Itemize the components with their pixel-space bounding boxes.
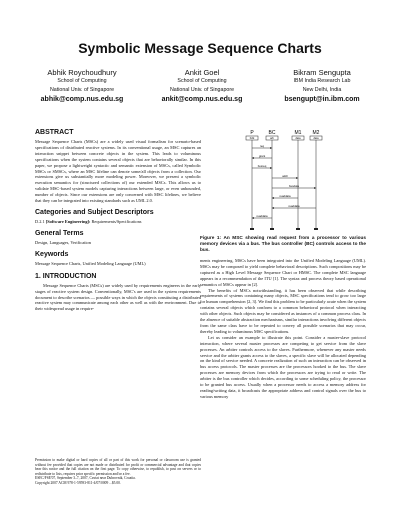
keywords-text: Message Sequence Charts, Unified Modeling Language (UML) bbox=[35, 260, 146, 266]
author-email: bsengupt@in.ibm.com bbox=[284, 96, 360, 103]
categories-code: D.2.1 bbox=[35, 218, 45, 224]
author-name: Ankit Goel bbox=[184, 68, 220, 77]
message-arrowhead bbox=[270, 147, 272, 149]
author-affiliation-2: New Delhi, India bbox=[302, 87, 342, 93]
author-affiliation: School of Computing bbox=[177, 78, 227, 84]
author-affiliation: School of Computing bbox=[57, 78, 107, 84]
lifeline-sub: data bbox=[295, 137, 301, 141]
abstract-heading: ABSTRACT bbox=[35, 129, 74, 136]
author-email: ankit@comp.nus.edu.sg bbox=[161, 96, 243, 103]
author-email: abhik@comp.nus.edu.sg bbox=[40, 96, 124, 103]
terms-heading: General Terms bbox=[35, 229, 84, 237]
left-column bbox=[35, 128, 201, 312]
author-affiliation-2: National Univ. of Singapore bbox=[169, 87, 235, 93]
categories-text: Requirements/Specifications bbox=[90, 218, 142, 224]
author-name: Bikram Sengupta bbox=[293, 68, 351, 77]
abstract-text: Message Sequence Charts (MSCs) are a widely used visual formalism for scenario-based specifications of distributed reactive systems. In its conventional usage, an MSC captures an interaction snippet between concrete objects in the system. This leads to voluminous specifications when the system contains several objects that are behaviorally similar. In this paper, we propose a lightweight syntactic and semantic extension of MSCs, called Symbolic MSCs or SMSCs, where an MSC lifeline can denote some/all objects from a collection. Our extensions give us substantially more modeling power. Moreover, we present a symbolic execution semantics for (structured collections of) our extended MSCs. This allows us to validate MSC-based system models capturing interactions between large, or even unbounded, number of objects. Since our extensions are only concerned with MSC lifelines, we believe that they can be integrated into existing standards such as UML 2.0. bbox=[35, 139, 201, 204]
footnote-copyright: Copyright 2007 ACM 978-1-59593-811-4/07/0009 ...$5.00. bbox=[35, 480, 121, 485]
figure-1 bbox=[200, 128, 366, 234]
author-affiliation-2: National Univ. of Singapore bbox=[49, 87, 115, 93]
message-label: readdata bbox=[279, 194, 291, 198]
message-label: readdata bbox=[288, 204, 300, 208]
right-paragraph-2: The benefits of MSCs notwithstanding, it has been observed that while describing requirements of systems containing many objects, MSC specifications tend to grow too large for human comprehension [2, 3]. We find this problem to be particularly acute when the system contains several objects which conform to a common behavioral protocol when interacting with other objects. Such objects may be considered as instances of a common process class. In the absence of suitable abstraction mechanisms, similar interactions involving different objects from the same class have to be repeated to convey all possible scenarios that may occur, thereby leading to voluminous MSC specifications. bbox=[200, 287, 366, 334]
lifeline-sub: arb bbox=[270, 137, 274, 141]
intro-heading: 1. INTRODUCTION bbox=[35, 272, 97, 280]
message-label: addr bbox=[282, 174, 288, 178]
message-arrowhead bbox=[296, 177, 298, 179]
figure-caption: Figure 1: An MSC showing read request from a processor to various memory devices via a bus. The bus controller (BC) controls access to the bus. bbox=[200, 235, 366, 252]
lifeline-label: P bbox=[250, 130, 254, 136]
lifeline-end bbox=[314, 228, 318, 230]
footnote-venue: ESEC/FSE'07, September 3–7, 2007, Cavtat near Dubrovnik, Croatia. bbox=[35, 476, 136, 481]
terms-text: Design, Languages, Verification bbox=[35, 239, 91, 245]
message-label: busreq bbox=[257, 164, 267, 168]
lifeline-sub: hclk bbox=[249, 137, 255, 141]
message-label: readdata bbox=[256, 214, 268, 218]
lifeline-sub: data bbox=[313, 137, 319, 141]
categories-bold: [Software Engineering]: bbox=[45, 218, 91, 224]
right-paragraph-3: Let us consider an example to illustrate this point. Consider a master-slave protocol interaction, where several master processes are competing to get service from the slave processes. An arbiter controls access to the slaves. Furthermore, whenever any master needs service and the arbiter grants access to the slaves, a specific slave will be allocated depending on the kind of service needed. A concrete realization of such an interaction can be observed in bus access protocols. The master processes are the processors hooked to the bus. The slave processes are memory devices from which the processors are trying to read or write. The arbiter is the bus controller which decides, according to some scheduling policy, the processor to be granted bus access. Usually when a processor needs to access a memory address for reading/writing data, it broadcasts the appropriate address and control signals over the bus to various memory bbox=[200, 334, 366, 399]
lifeline-end bbox=[250, 228, 254, 230]
right-paragraph-1: ments engineering, MSCs have been integrated into the Unified Modeling Language (UML). MSCs may be composed to yield complete behavioral descriptions. Such compositions may be captured as a High Level Message Sequence Chart or HMSC. The complete MSC language appears in a recommendation of the ITU [1]. The syntax and process theory based operational semantics of MSCs appear in [2]. bbox=[200, 258, 366, 287]
categories-heading: Categories and Subject Descriptors bbox=[35, 208, 154, 216]
message-arrowhead bbox=[272, 197, 274, 199]
author-block bbox=[22, 68, 382, 104]
paper-title: Symbolic Message Sequence Charts bbox=[78, 40, 322, 56]
lifeline-label: M2 bbox=[312, 130, 320, 136]
lifeline-end bbox=[270, 228, 274, 230]
author-1 bbox=[22, 68, 142, 104]
right-column bbox=[200, 128, 366, 400]
message-arrowhead bbox=[252, 157, 254, 159]
footnote-permission: Permission to make digital or hard copies of all or part of this work for personal or classroom use is granted without fee provided that copies are not made or distributed for profit or commercial advantage and that copies bear this notice and the full citation on the first page. To copy otherwise, to republish, to post on servers or to redistribute to lists, requires prior specific permission and/or a fee. bbox=[35, 458, 201, 476]
author-2 bbox=[142, 68, 262, 104]
categories-line bbox=[35, 219, 201, 225]
message-arrowhead bbox=[252, 217, 254, 219]
message-label: req bbox=[259, 144, 265, 148]
lifeline-end bbox=[296, 228, 300, 230]
author-affiliation: IBM India Research Lab bbox=[293, 78, 351, 84]
message-arrowhead bbox=[272, 207, 274, 209]
msc-diagram bbox=[242, 128, 326, 232]
message-arrowhead bbox=[270, 167, 272, 169]
author-3 bbox=[262, 68, 382, 104]
message-arrowhead bbox=[314, 187, 316, 189]
message-label: grant bbox=[258, 154, 266, 158]
intro-text: Message Sequence Charts (MSCs) are widely used by requirements engineers in the early stages of reactive system design. Conventionally, MSC's are used in the system requirements document to describe scenarios — possible ways in which the objects constituting a distributed reactive system may communicate among each other as well as with the environment. Due to their widespread usage in require- bbox=[35, 282, 201, 312]
author-name: Abhik Roychoudhury bbox=[47, 68, 117, 77]
message-label: busdata bbox=[289, 184, 299, 188]
footnote bbox=[35, 458, 201, 486]
keywords-heading: Keywords bbox=[35, 250, 69, 258]
lifeline-label: M1 bbox=[294, 130, 302, 136]
lifeline-label: BC bbox=[268, 130, 276, 136]
